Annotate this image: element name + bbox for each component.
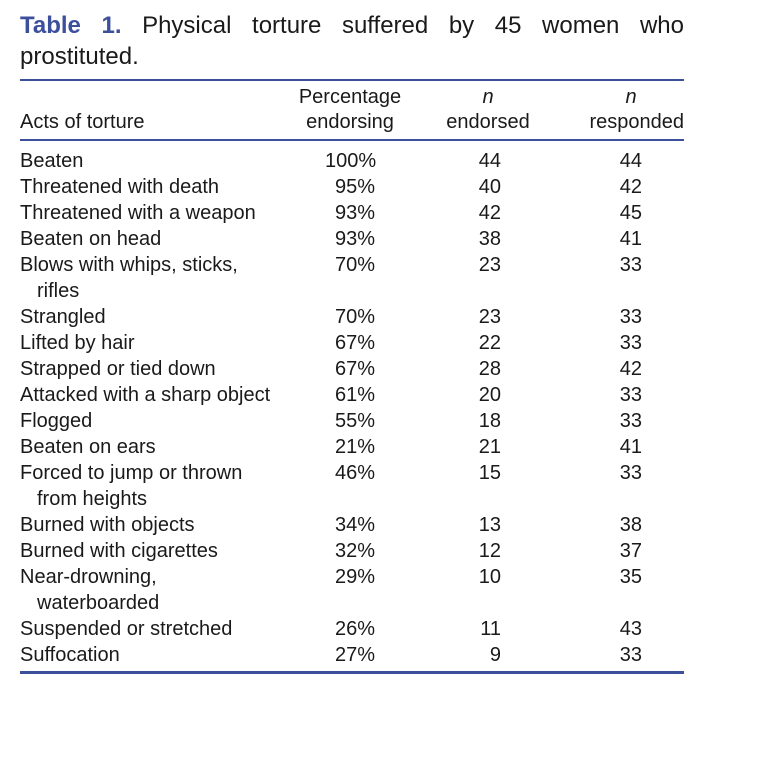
header-percentage (282, 81, 418, 139)
table-row (20, 226, 684, 252)
cell-responded (558, 382, 684, 408)
header-endorsed-n: n (482, 86, 494, 108)
table-row (20, 330, 684, 356)
endorsed-value: 15 (478, 462, 501, 484)
cell-responded (558, 304, 684, 330)
cell-endorsed (418, 642, 558, 671)
endorsed-value: 40 (478, 176, 501, 198)
responded-value: 33 (619, 384, 642, 406)
percentage-value: 100% (325, 150, 377, 172)
cell-act (20, 382, 282, 408)
cell-percentage (282, 330, 418, 356)
cell-endorsed (418, 226, 558, 252)
responded-value: 33 (619, 254, 642, 276)
cell-percentage (282, 174, 418, 200)
cell-endorsed (418, 200, 558, 226)
act-label: Suffocation (20, 644, 120, 666)
cell-endorsed (418, 434, 558, 460)
table-row (20, 564, 684, 616)
percentage-value: 32% (334, 540, 375, 562)
table-row (20, 174, 684, 200)
endorsed-value: 11 (480, 618, 501, 640)
percentage-value: 93% (334, 228, 375, 250)
cell-endorsed (418, 304, 558, 330)
endorsed-value: 38 (478, 228, 501, 250)
responded-value: 42 (619, 358, 642, 380)
cell-responded (558, 408, 684, 434)
responded-value: 35 (619, 566, 642, 588)
endorsed-value: 10 (478, 566, 501, 588)
cell-percentage (282, 226, 418, 252)
header-responded-label: responded (589, 111, 684, 133)
cell-responded (558, 252, 684, 304)
act-label: Threatened with a weapon (20, 202, 256, 224)
act-label: Blows with whips, sticks, rifles (20, 254, 238, 302)
cell-percentage (282, 642, 418, 671)
cell-act (20, 141, 282, 174)
header-percentage-line2: endorsing (306, 111, 394, 133)
cell-responded (558, 538, 684, 564)
percentage-value: 26% (334, 618, 375, 640)
table-header (20, 81, 684, 141)
responded-value: 33 (619, 644, 642, 666)
cell-responded (558, 512, 684, 538)
table-row (20, 460, 684, 512)
endorsed-value: 42 (478, 202, 501, 224)
table-row (20, 642, 684, 671)
percentage-value: 95% (334, 176, 375, 198)
torture-table (20, 81, 684, 671)
act-label: Suspended or stretched (20, 618, 233, 640)
cell-act (20, 434, 282, 460)
responded-value: 41 (619, 436, 642, 458)
cell-act (20, 538, 282, 564)
table-row (20, 382, 684, 408)
table-figure (20, 10, 684, 674)
header-acts-line2: Acts of torture (20, 111, 145, 133)
cell-act (20, 564, 282, 616)
endorsed-value: 22 (478, 332, 501, 354)
percentage-value: 27% (334, 644, 375, 666)
act-label: Forced to jump or thrown from heights (20, 462, 243, 510)
cell-endorsed (418, 460, 558, 512)
cell-endorsed (418, 356, 558, 382)
responded-value: 41 (619, 228, 642, 250)
cell-responded (558, 226, 684, 252)
percentage-value: 67% (334, 332, 375, 354)
percentage-value: 67% (334, 358, 375, 380)
endorsed-value: 23 (478, 254, 501, 276)
endorsed-value: 18 (478, 410, 501, 432)
cell-endorsed (418, 141, 558, 174)
percentage-value: 21% (334, 436, 375, 458)
table-row (20, 434, 684, 460)
cell-responded (558, 174, 684, 200)
header-responded-n: n (625, 86, 637, 108)
table-row (20, 538, 684, 564)
cell-responded (558, 330, 684, 356)
table-row (20, 356, 684, 382)
act-label: Lifted by hair (20, 332, 135, 354)
cell-endorsed (418, 252, 558, 304)
percentage-value: 34% (334, 514, 375, 536)
responded-value: 33 (619, 462, 642, 484)
responded-value: 38 (619, 514, 642, 536)
responded-value: 42 (619, 176, 642, 198)
cell-act (20, 252, 282, 304)
responded-value: 33 (619, 332, 642, 354)
cell-responded (558, 642, 684, 671)
endorsed-value: 12 (478, 540, 501, 562)
act-label: Near-drowning, waterboarded (20, 566, 160, 614)
responded-value: 33 (619, 306, 642, 328)
cell-percentage (282, 434, 418, 460)
percentage-value: 70% (334, 254, 375, 276)
cell-act (20, 408, 282, 434)
endorsed-value: 13 (478, 514, 501, 536)
responded-value: 33 (619, 410, 642, 432)
header-endorsed (418, 81, 558, 139)
header-endorsed-label: endorsed (446, 111, 530, 133)
table-body (20, 141, 684, 671)
responded-value: 45 (619, 202, 642, 224)
cell-percentage (282, 200, 418, 226)
cell-act (20, 226, 282, 252)
cell-responded (558, 564, 684, 616)
cell-endorsed (418, 174, 558, 200)
cell-responded (558, 434, 684, 460)
act-label: Threatened with death (20, 176, 220, 198)
percentage-value: 46% (334, 462, 375, 484)
table-row (20, 512, 684, 538)
table-row (20, 304, 684, 330)
table-row (20, 200, 684, 226)
table-title: Physical torture suffered by 45 women who prostituted. (20, 12, 684, 70)
percentage-value: 29% (334, 566, 375, 588)
cell-act (20, 356, 282, 382)
cell-endorsed (418, 330, 558, 356)
cell-responded (558, 460, 684, 512)
cell-responded (558, 616, 684, 642)
cell-act (20, 512, 282, 538)
act-label: Attacked with a sharp object (20, 384, 271, 406)
table-row (20, 616, 684, 642)
header-percentage-line1: Percentage (298, 86, 402, 108)
act-label: Strangled (20, 306, 106, 328)
cell-act (20, 330, 282, 356)
cell-act (20, 200, 282, 226)
percentage-value: 93% (334, 202, 375, 224)
cell-percentage (282, 408, 418, 434)
header-acts (20, 81, 282, 139)
endorsed-value: 28 (478, 358, 501, 380)
cell-responded (558, 200, 684, 226)
percentage-value: 55% (334, 410, 375, 432)
cell-act (20, 174, 282, 200)
cell-act (20, 642, 282, 671)
act-label: Burned with cigarettes (20, 540, 218, 562)
cell-endorsed (418, 512, 558, 538)
cell-responded (558, 141, 684, 174)
endorsed-value: 21 (478, 436, 501, 458)
act-label: Strapped or tied down (20, 358, 216, 380)
cell-percentage (282, 538, 418, 564)
table-row (20, 408, 684, 434)
cell-act (20, 460, 282, 512)
table-row (20, 252, 684, 304)
act-label: Beaten on ears (20, 436, 156, 458)
header-responded (558, 81, 684, 139)
table-caption (20, 10, 684, 72)
endorsed-value: 23 (478, 306, 501, 328)
cell-percentage (282, 356, 418, 382)
cell-percentage (282, 252, 418, 304)
cell-percentage (282, 141, 418, 174)
endorsed-value: 44 (478, 150, 501, 172)
cell-endorsed (418, 616, 558, 642)
percentage-value: 70% (334, 306, 375, 328)
cell-endorsed (418, 564, 558, 616)
cell-act (20, 304, 282, 330)
endorsed-value: 9 (489, 644, 501, 666)
responded-value: 44 (619, 150, 642, 172)
table-label: Table 1. (20, 12, 122, 39)
cell-endorsed (418, 382, 558, 408)
percentage-value: 61% (334, 384, 375, 406)
table-row (20, 141, 684, 174)
act-label: Beaten (20, 150, 84, 172)
responded-value: 43 (619, 618, 642, 640)
cell-act (20, 616, 282, 642)
act-label: Beaten on head (20, 228, 162, 250)
cell-endorsed (418, 408, 558, 434)
act-label: Burned with objects (20, 514, 195, 536)
endorsed-value: 20 (478, 384, 501, 406)
cell-percentage (282, 616, 418, 642)
cell-percentage (282, 382, 418, 408)
cell-percentage (282, 304, 418, 330)
cell-endorsed (418, 538, 558, 564)
cell-responded (558, 356, 684, 382)
responded-value: 37 (619, 540, 642, 562)
cell-percentage (282, 460, 418, 512)
header-row (20, 81, 684, 139)
act-label: Flogged (20, 410, 93, 432)
cell-percentage (282, 564, 418, 616)
cell-percentage (282, 512, 418, 538)
bottom-rule (20, 671, 684, 674)
